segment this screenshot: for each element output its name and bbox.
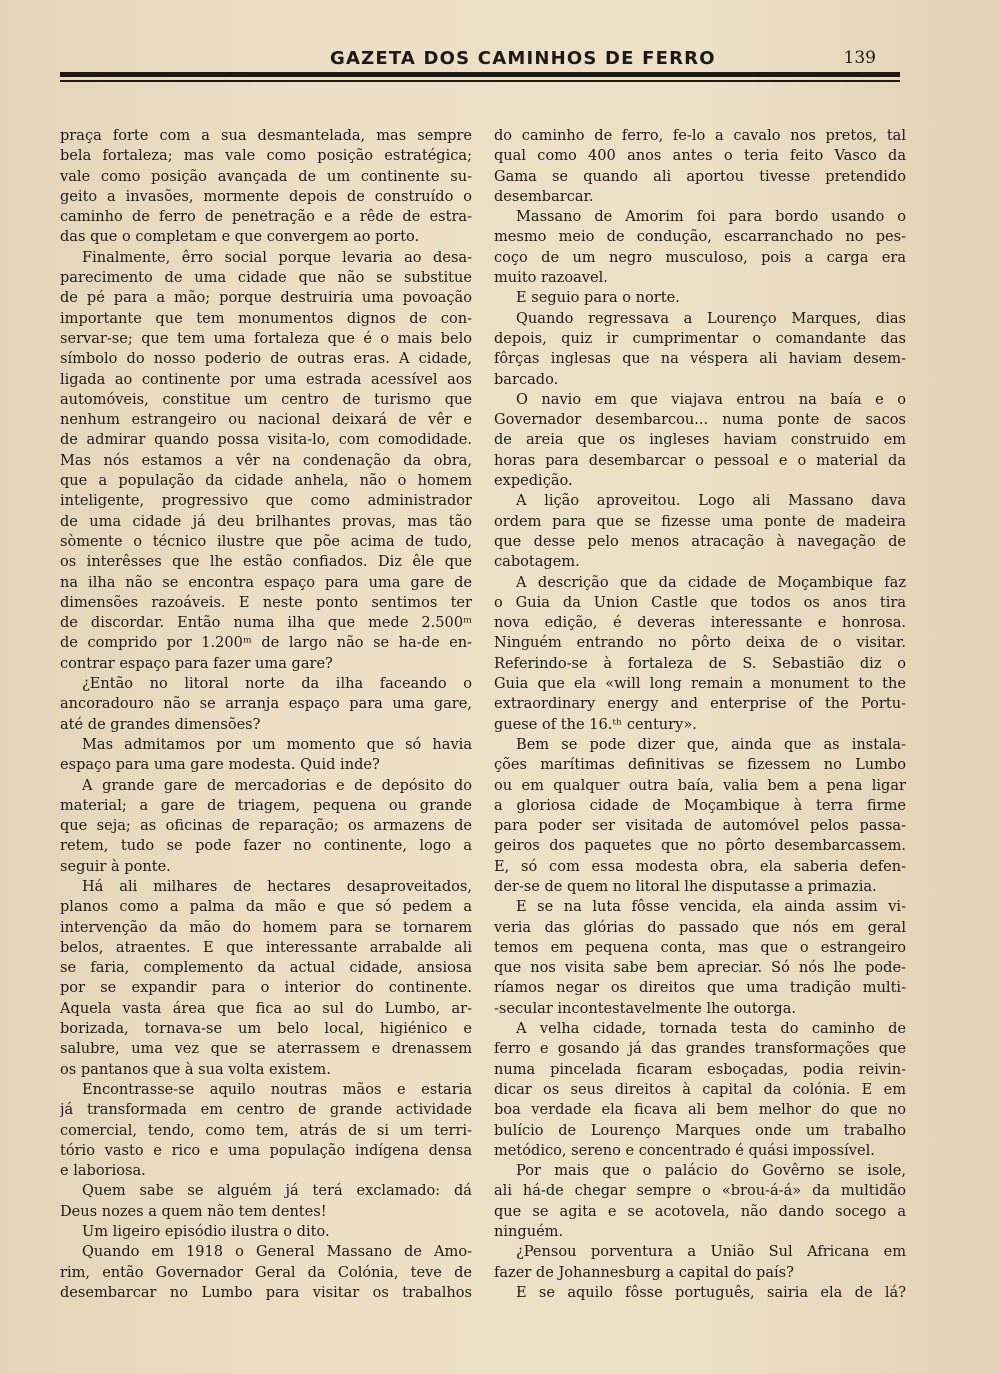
text-line: O navio em que viajava entrou na baía e o	[516, 390, 906, 408]
text-line: seguir à ponte.	[60, 857, 171, 875]
text-line: ancoradouro não se arranja espaço para uma gare,	[60, 695, 472, 713]
text-line: Finalmente, êrro social porque levaria ao desa-	[82, 248, 472, 266]
header-rule-thick	[60, 72, 900, 77]
text-line: desembarcar no Lumbo para visitar os trabalhos	[60, 1283, 472, 1301]
text-line: barcado.	[494, 370, 559, 388]
text-line: geito a invasões, mormente depois de construído o	[60, 187, 472, 205]
text-line: ções marítimas definitivas se fizessem no Lumbo	[494, 756, 906, 774]
text-line: que desse pelo menos atracação à navegação de	[494, 532, 906, 550]
text-line: a gloriosa cidade de Moçambique à terra firme	[494, 796, 906, 814]
text-line: espaço para uma gare modesta. Quid inde?	[60, 756, 380, 774]
text-line: já transformada em centro de grande actividade	[60, 1101, 472, 1119]
text-line: ordem para que se fizesse uma ponte de madeira	[494, 512, 906, 530]
text-line: Quem sabe se alguém já terá exclamado: dá	[82, 1182, 472, 1200]
text-line: ferro e gosando já das grandes transformações que	[494, 1040, 906, 1058]
text-line: que seja; as oficinas de reparação; os armazens de	[60, 817, 472, 835]
text-line: praça forte com a sua desmantelada, mas sempre	[60, 127, 472, 144]
text-line: veria das glórias do passado que nós em geral	[494, 918, 906, 936]
text-line: Há ali milhares de hectares desaproveitados,	[82, 877, 472, 895]
text-line: comercial, tendo, como tem, atrás de si um terri-	[60, 1121, 472, 1139]
text-line: Deus nozes a quem não tem dentes!	[60, 1202, 327, 1220]
text-line: de discordar. Então numa ilha que mede 2.500ᵐ	[60, 614, 472, 632]
text-line: os interêsses que lhe estão confiados. Diz êle que	[60, 553, 472, 571]
text-line: o Guia da Union Castle que todos os anos tira	[494, 593, 906, 611]
text-line: horas para desembarcar o pessoal e o material da	[494, 451, 906, 469]
text-line: borizada, tornava-se um belo local, higiénico e	[60, 1020, 472, 1038]
text-line: A grande gare de mercadorias e de depósito do	[82, 776, 472, 794]
text-line: os pantanos que à sua volta existem.	[60, 1060, 331, 1078]
text-line: de admirar quando possa visita-lo, com comodidade.	[60, 431, 472, 449]
header-rule-thin	[60, 80, 900, 82]
text-line: muito razoavel.	[494, 269, 608, 287]
page-number: 139	[843, 48, 876, 68]
text-line: por se expandir para o interior do continente.	[60, 979, 472, 997]
left-column	[60, 126, 472, 1303]
text-line: guese of the 16.ᵗʰ century».	[494, 715, 697, 733]
text-line: ninguém.	[494, 1223, 564, 1241]
text-line: ligada ao continente por uma estrada acessível aos	[60, 370, 472, 388]
text-line: caminho de ferro de penetração e a rêde de estra-	[60, 208, 472, 226]
text-line: A velha cidade, tornada testa do caminho de	[516, 1020, 906, 1038]
text-line: ¿Então no litoral norte da ilha faceando o	[82, 675, 472, 693]
text-line: E seguio para o norte.	[516, 289, 680, 307]
text-line: cabotagem.	[494, 553, 580, 571]
text-line: A descrição que da cidade de Moçambique faz	[516, 573, 906, 591]
text-line: das que o completam e que convergem ao porto.	[60, 228, 420, 246]
text-line: inteligente, progressivo que como administrador	[60, 492, 472, 510]
text-line: salubre, uma vez que se aterrassem e drenassem	[60, 1040, 472, 1058]
text-line: numa pincelada ficaram esboçadas, podia reivin-	[494, 1060, 906, 1078]
text-line: Um ligeiro episódio ilustra o dito.	[82, 1223, 330, 1241]
text-line: expedição.	[494, 472, 573, 490]
text-line: automóveis, constitue um centro de turismo que	[60, 390, 472, 408]
text-line: -secular incontestavelmente lhe outorga.	[494, 999, 797, 1017]
text-line: contrar espaço para fazer uma gare?	[60, 654, 333, 672]
text-line: temos em pequena conta, mas que o estrangeiro	[494, 938, 906, 956]
text-line: rim, então Governador Geral da Colónia, teve de	[60, 1263, 472, 1281]
running-title: GAZETA DOS CAMINHOS DE FERRO	[330, 48, 716, 69]
text-line: Encontrasse-se aquilo noutras mãos e estaria	[82, 1080, 472, 1098]
text-line: de pé para a mão; porque destruiria uma povoação	[60, 289, 472, 307]
text-line: desembarcar.	[494, 187, 594, 205]
text-line: depois, quiz ir cumprimentar o comandante das	[494, 329, 906, 347]
text-line: bulício de Lourenço Marques onde um trabalho	[494, 1121, 906, 1139]
text-line: coço de um negro musculoso, pois a carga era	[494, 248, 906, 266]
right-column	[494, 126, 906, 1303]
text-line: ríamos negar os direitos que uma tradição multi-	[494, 979, 906, 997]
text-line: extraordinary energy and enterprise of the Portu-	[494, 695, 906, 713]
text-line: de comprido por 1.200ᵐ de largo não se ha-de en-	[60, 634, 472, 652]
text-line: Aquela vasta área que fica ao sul do Lumbo, ar-	[60, 999, 472, 1017]
text-line: belos, atraentes. E que interessante arrabalde ali	[60, 938, 472, 956]
text-line: E se aquilo fôsse português, sairia ela de lá?	[516, 1283, 906, 1301]
text-line: Guia que ela «will long remain a monument to the	[494, 675, 906, 693]
text-line: metódico, sereno e concentrado é quási impossível.	[494, 1141, 875, 1159]
text-line: tório vasto e rico e uma população indígena densa	[60, 1141, 472, 1159]
text-line: dicar os seus direitos à capital da colónia. E em	[494, 1080, 906, 1098]
text-line: dimensões razoáveis. E neste ponto sentimos ter	[60, 593, 472, 611]
text-line: se faria, complemento da actual cidade, ansiosa	[60, 959, 472, 977]
text-line: nenhum estrangeiro ou nacional deixará de vêr e	[60, 411, 472, 429]
text-line: mesmo meio de condução, escarranchado no pes-	[494, 228, 906, 246]
text-line: ali há-de chegar sempre o «brou-á-á» da multidão	[494, 1182, 906, 1200]
text-line: símbolo do nosso poderio de outras eras. A cidade,	[60, 350, 472, 368]
page-header	[60, 44, 900, 84]
text-line: sòmente o técnico ilustre que põe acima de tudo,	[60, 532, 472, 550]
text-line: que a população da cidade anhela, não o homem	[60, 472, 472, 490]
text-line: Quando em 1918 o General Massano de Amo-	[82, 1243, 472, 1261]
text-line: Ninguém entrando no pôrto deixa de o visitar.	[494, 634, 906, 652]
text-line: importante que tem monumentos dignos de con-	[60, 309, 472, 327]
text-line: ¿Pensou porventura a União Sul Africana em	[516, 1243, 906, 1261]
text-line: bela fortaleza; mas vale como posição estratégica;	[60, 147, 472, 165]
text-line: Quando regressava a Lourenço Marques, dias	[516, 309, 906, 327]
text-line: parecimento de uma cidade que não se substitue	[60, 269, 472, 287]
text-line: geiros dos paquetes que no pôrto desembarcassem.	[494, 837, 906, 855]
text-line: Massano de Amorim foi para bordo usando o	[516, 208, 906, 226]
text-line: fazer de Johannesburg a capital do país?	[494, 1263, 794, 1281]
text-line: do caminho de ferro, fe-lo a cavalo nos pretos, tal	[494, 127, 906, 144]
text-line: vale como posição avançada de um continente su-	[60, 167, 472, 185]
text-line: A lição aproveitou. Logo ali Massano dava	[516, 492, 906, 510]
text-line: der-se de quem no litoral lhe disputasse a primazia.	[494, 877, 877, 895]
text-line: nova edição, é deveras interessante e honrosa.	[494, 614, 906, 632]
text-line: ou em qualquer outra baía, valia bem a pena ligar	[494, 776, 906, 794]
text-line: e laboriosa.	[60, 1162, 146, 1180]
text-line: boa verdade ela ficava ali bem melhor do que no	[494, 1101, 906, 1119]
text-line: Mas nós estamos a vêr na condenação da obra,	[60, 451, 472, 469]
text-line: na ilha não se encontra espaço para uma gare de	[60, 573, 472, 591]
text-line: Por mais que o palácio do Govêrno se isole,	[516, 1162, 906, 1180]
text-line: intervenção da mão do homem para se tornarem	[60, 918, 472, 936]
text-line: Referindo-se à fortaleza de S. Sebastião diz o	[494, 654, 906, 672]
text-line: que se agita e se acotovela, não dando socego a	[494, 1202, 906, 1220]
text-line: de areia que os ingleses haviam construido em	[494, 431, 906, 449]
text-line: Mas admitamos por um momento que só havia	[82, 735, 472, 753]
text-line: material; a gare de triagem, pequena ou grande	[60, 796, 472, 814]
text-line: para poder ser visitada de automóvel pelos passa-	[494, 817, 906, 835]
text-line: E se na luta fôsse vencida, ela ainda assim vi-	[516, 898, 906, 916]
text-line: que nos visita sabe bem apreciar. Só nós lhe pode-	[494, 959, 906, 977]
text-line: E, só com essa modesta obra, ela saberia defen-	[494, 857, 906, 875]
text-line: qual como 400 anos antes o teria feito Vasco da	[494, 147, 906, 165]
text-line: fôrças inglesas que na véspera ali haviam desem-	[494, 350, 906, 368]
text-line: Bem se pode dizer que, ainda que as instala-	[516, 735, 906, 753]
text-line: servar-se; que tem uma fortaleza que é o mais belo	[60, 329, 472, 347]
text-line: até de grandes dimensões?	[60, 715, 261, 733]
text-line: Governador desembarcou... numa ponte de sacos	[494, 411, 906, 429]
text-line: planos como a palma da mão e que só pedem a	[60, 898, 472, 916]
text-line: Gama se quando ali aportou tivesse pretendido	[494, 167, 906, 185]
text-line: de uma cidade já deu brilhantes provas, mas tão	[60, 512, 472, 530]
text-line: retem, tudo se pode fazer no continente, logo a	[60, 837, 472, 855]
